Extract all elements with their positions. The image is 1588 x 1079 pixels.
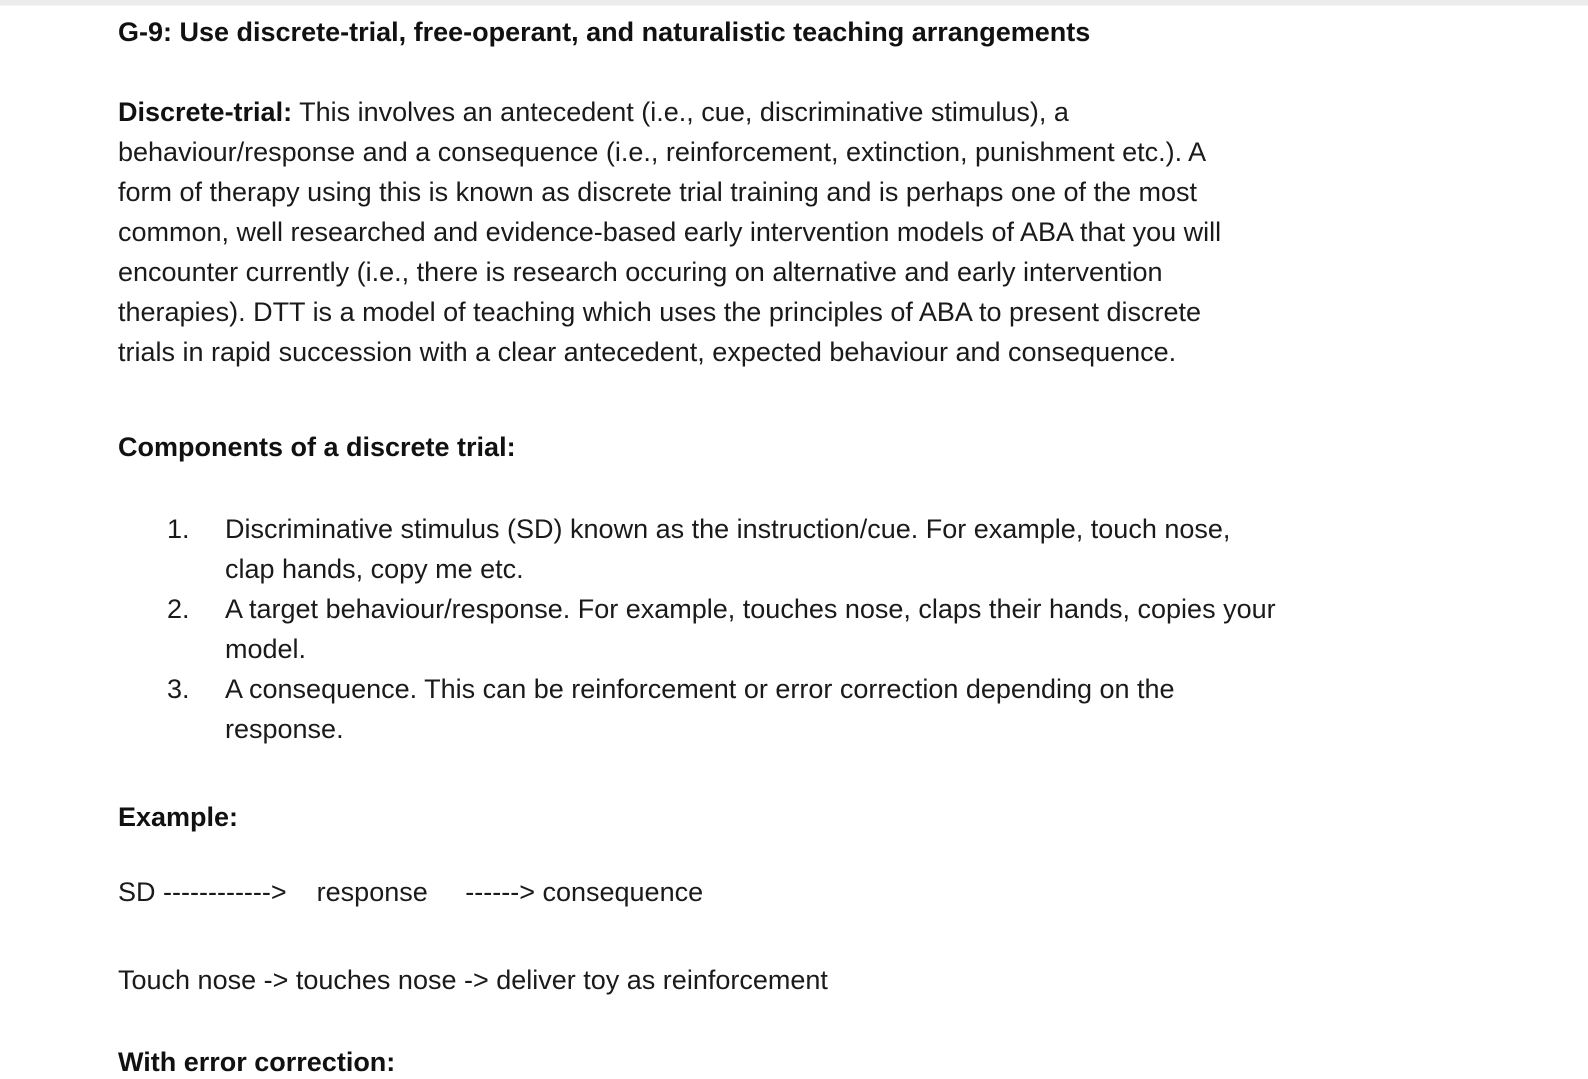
components-heading: Components of a discrete trial:: [118, 432, 516, 462]
paragraph-line: therapies). DTT is a model of teaching which uses the principles of ABA to present discrete: [118, 297, 1202, 327]
list-item-line: clap hands, copy me etc.: [225, 554, 524, 584]
list-item: [118, 509, 1548, 589]
error-correction-heading: With error correction:: [118, 1047, 396, 1077]
discrete-trial-list: [118, 509, 1548, 749]
list-item-text: [225, 509, 1548, 589]
example-heading: Example:: [118, 802, 239, 832]
list-item-number: 1.: [167, 514, 190, 544]
list-item-line: A consequence. This can be reinforcement or error correction depending on the: [225, 674, 1175, 704]
document-page: [0, 6, 1588, 1079]
intro-bold-label: Discrete-trial:: [118, 97, 293, 127]
list-item-number: 3.: [167, 674, 190, 704]
intro-line1-rest: This involves an antecedent (i.e., cue, discriminative stimulus), a: [299, 97, 1069, 127]
list-item-number: 2.: [167, 594, 190, 624]
document-heading: G-9: Use discrete-trial, free-operant, and naturalistic teaching arrangements: [118, 17, 1091, 47]
list-item-line: Discriminative stimulus (SD) known as the instruction/cue. For example, touch nose,: [225, 514, 1231, 544]
paragraph-line: [118, 92, 1548, 132]
list-item-line: model.: [225, 634, 307, 664]
example-instance-line: Touch nose -> touches nose -> deliver toy as reinforcement: [118, 965, 828, 995]
list-item: [118, 589, 1548, 669]
intro-paragraph: [118, 92, 1548, 372]
paragraph-line: behaviour/response and a consequence (i.e., reinforcement, extinction, punishment etc.). A: [118, 137, 1207, 167]
list-item-text: [225, 669, 1548, 749]
paragraph-line: common, well researched and evidence-based early intervention models of ABA that you will: [118, 217, 1222, 247]
list-item-text: [225, 589, 1548, 669]
paragraph-line: encounter currently (i.e., there is research occuring on alternative and early intervention: [118, 257, 1163, 287]
paragraph-line: form of therapy using this is known as discrete trial training and is perhaps one of the most: [118, 177, 1198, 207]
list-item-line: response.: [225, 714, 344, 744]
sd-flow-line: SD ------------> response ------> consequence: [118, 877, 704, 907]
list-item: [118, 669, 1548, 749]
list-item-line: A target behaviour/response. For example, touches nose, claps their hands, copies your: [225, 594, 1276, 624]
paragraph-line: trials in rapid succession with a clear antecedent, expected behaviour and consequence.: [118, 337, 1177, 367]
